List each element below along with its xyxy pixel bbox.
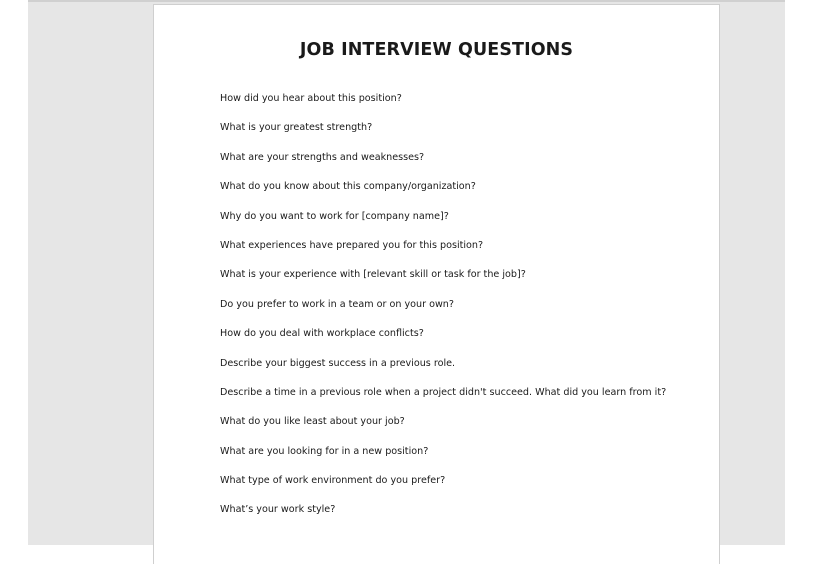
question-item: What experiences have prepared you for this position? bbox=[220, 239, 484, 251]
question-item: What do you know about this company/organization? bbox=[220, 181, 476, 193]
question-item: What do you like least about your job? bbox=[220, 416, 405, 428]
document-workspace bbox=[28, 0, 785, 545]
document-page[interactable] bbox=[153, 4, 720, 564]
question-item: What’s your work style? bbox=[220, 504, 336, 516]
question-item: What type of work environment do you prefer? bbox=[220, 475, 446, 487]
question-item: Do you prefer to work in a team or on your own? bbox=[220, 298, 454, 310]
question-item: Describe a time in a previous role when a project didn't succeed. What did you learn from it? bbox=[220, 386, 667, 398]
question-item: What are you looking for in a new position? bbox=[220, 445, 429, 457]
question-item: How did you hear about this position? bbox=[220, 93, 402, 104]
question-item: Why do you want to work for [company name]? bbox=[220, 210, 449, 222]
workspace-divider bbox=[28, 0, 785, 2]
question-item: What is your experience with [relevant skill or task for the job]? bbox=[220, 269, 526, 281]
question-item: Describe your biggest success in a previous role. bbox=[220, 357, 456, 369]
question-list bbox=[220, 89, 666, 530]
question-item: What are your strengths and weaknesses? bbox=[220, 151, 425, 163]
document-title: JOB INTERVIEW QUESTIONS bbox=[299, 40, 574, 60]
question-item: What is your greatest strength? bbox=[220, 122, 373, 134]
question-item: How do you deal with workplace conflicts? bbox=[220, 328, 424, 340]
